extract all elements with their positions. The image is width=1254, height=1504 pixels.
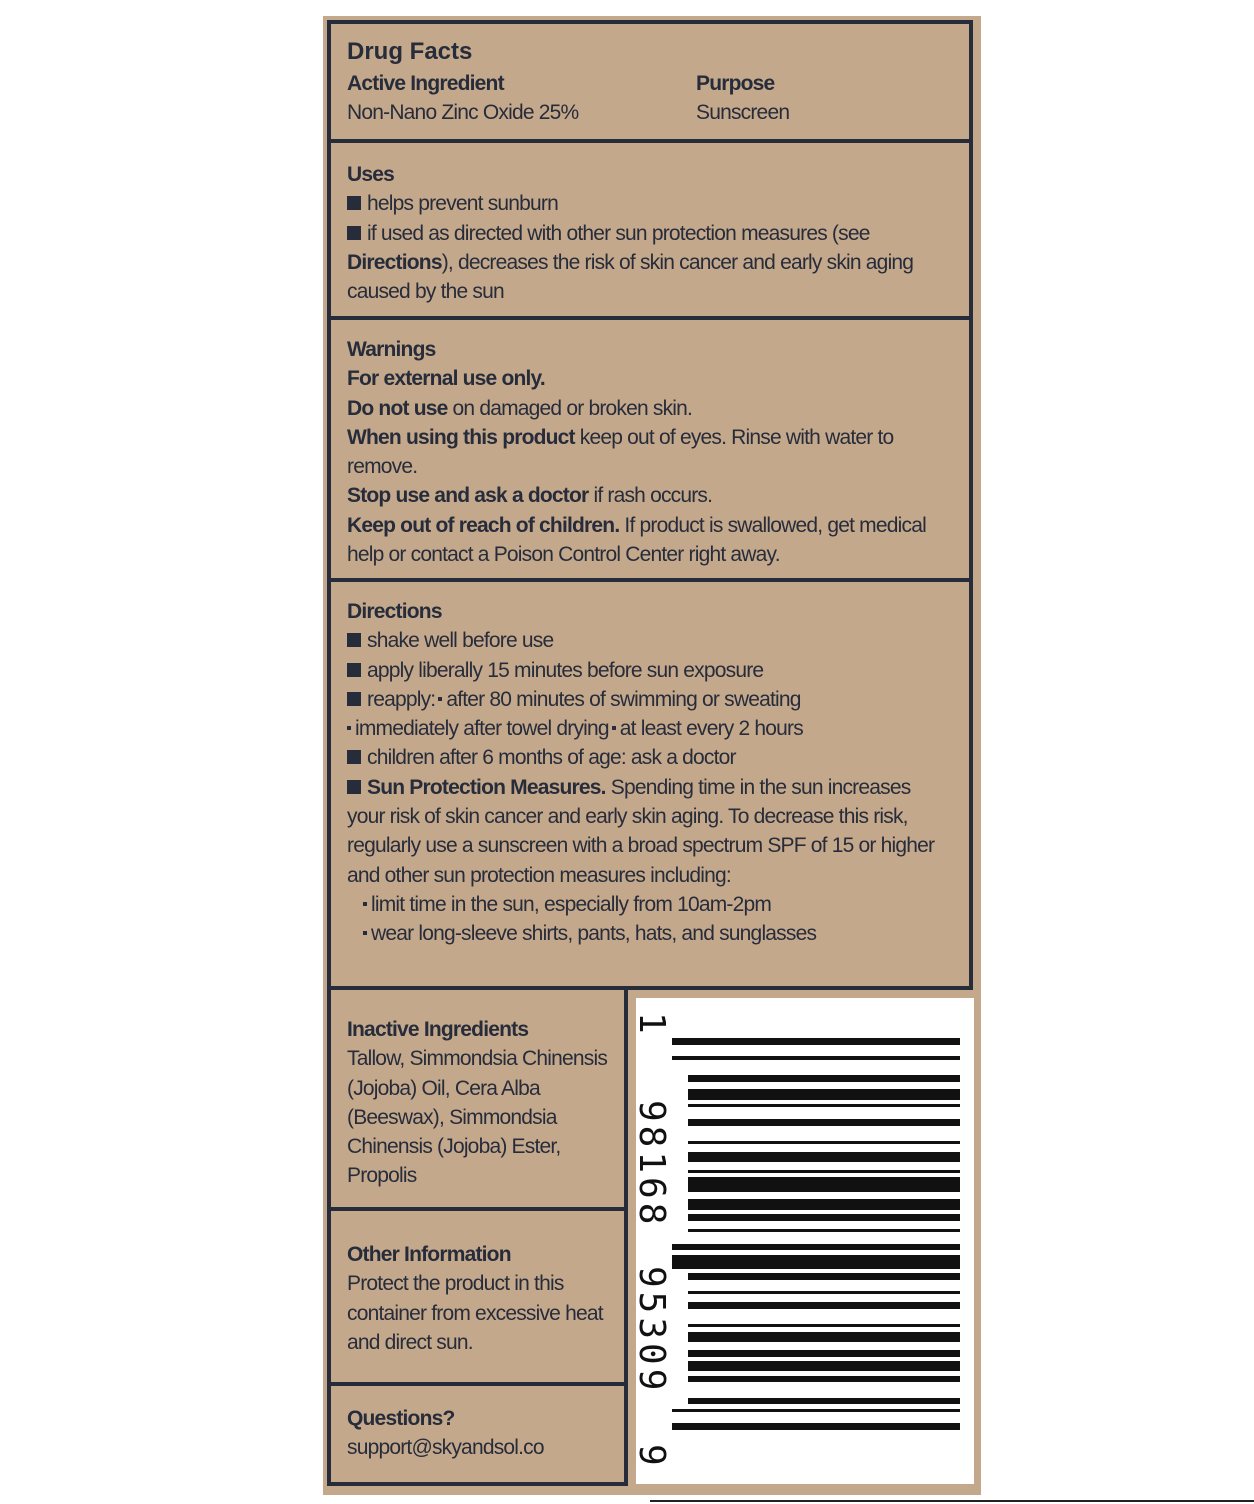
warning-external: For external use only.: [347, 367, 545, 391]
barcode-bar: [688, 1229, 960, 1232]
barcode-bar: [688, 1075, 960, 1082]
barcode-bar: [688, 1324, 960, 1327]
bullet-square-icon: [347, 750, 361, 764]
direction-subitem: limit time in the sun, especially from 10am-2pm: [347, 890, 953, 919]
barcode-bar: [688, 1214, 960, 1221]
directions-section: [327, 578, 973, 990]
purpose-value: Sunscreen: [696, 101, 790, 125]
barcode: [631, 998, 974, 1484]
barcode-bar: [688, 1376, 960, 1383]
direction-subitem: wear long-sleeve shirts, pants, hats, and sunglasses: [347, 919, 953, 948]
warnings-heading: Warnings: [347, 338, 436, 361]
barcode-digit-first: 1: [631, 1012, 672, 1038]
barcode-bars: [672, 1038, 960, 1438]
barcode-bar: [672, 1255, 960, 1269]
barcode-bar: [688, 1089, 960, 1100]
barcode-bar: [688, 1350, 960, 1357]
uses-item: if used as directed with other sun protection measures (see Directions), decreases the risk of skin cancer and early skin aging caused by the sun: [347, 221, 914, 304]
questions-heading: Questions?: [347, 1407, 455, 1430]
barcode-bar: [688, 1119, 960, 1126]
direction-item: apply liberally 15 minutes before sun exposure: [347, 656, 953, 685]
other-heading: Other Information: [347, 1243, 511, 1266]
barcode-bar: [688, 1199, 960, 1210]
warning-do-not-use: Do not use on damaged or broken skin.: [347, 396, 693, 420]
barcode-group-1: 98168: [631, 1100, 672, 1229]
warning-when-using: When using this product keep out of eyes. Rinse with water to remove.: [347, 425, 894, 479]
warnings-section: [327, 316, 973, 582]
barcode-bar: [672, 1423, 960, 1430]
barcode-bar: [672, 1056, 960, 1059]
bullet-square-icon: [347, 196, 361, 210]
uses-item: helps prevent sunburn: [347, 189, 953, 218]
barcode-bar: [688, 1141, 960, 1144]
bullet-square-icon: [347, 780, 361, 794]
inactive-text: Tallow, Simmondsia Chinensis (Jojoba) Oil, Cera Alba (Beeswax), Simmondsia Chinensis (Jojoba) Ester, Propolis: [347, 1047, 608, 1188]
questions-section: [327, 1382, 628, 1486]
active-ingredient-value: Non-Nano Zinc Oxide 25%: [347, 101, 579, 125]
purpose-label: Purpose: [696, 72, 775, 95]
bullet-square-icon: [347, 226, 361, 240]
direction-item: immediately after towel drying at least every 2 hours: [347, 714, 953, 743]
barcode-bar: [688, 1332, 960, 1343]
bullet-square-icon: [347, 692, 361, 706]
barcode-bar: [688, 1177, 960, 1191]
drug-facts-header: [327, 20, 973, 143]
divider-line: [650, 1500, 1254, 1502]
drug-facts-title: Drug Facts: [347, 38, 473, 65]
bullet-square-icon: [347, 633, 361, 647]
other-information-section: [327, 1207, 628, 1386]
other-text: Protect the product in this container from excessive heat and direct sun.: [347, 1272, 603, 1354]
barcode-bar: [688, 1104, 960, 1107]
uses-heading: Uses: [347, 163, 395, 186]
barcode-bar: [688, 1398, 960, 1405]
barcode-bar: [688, 1361, 960, 1372]
barcode-digit-last: 9: [631, 1444, 672, 1470]
direction-item: children after 6 months of age: ask a doctor: [347, 743, 953, 772]
barcode-bar: [688, 1291, 960, 1294]
barcode-bar: [688, 1170, 960, 1173]
barcode-bar: [688, 1273, 960, 1280]
barcode-bar: [672, 1244, 960, 1251]
barcode-bar: [672, 1038, 960, 1045]
inactive-ingredients-section: [327, 986, 628, 1211]
barcode-group-2: 95309: [631, 1266, 672, 1395]
uses-section: [327, 139, 973, 320]
barcode-bar: [688, 1302, 960, 1309]
bullet-square-icon: [347, 663, 361, 677]
barcode-bar: [688, 1152, 960, 1163]
direction-item: shake well before use: [347, 626, 953, 655]
direction-item: reapply: after 80 minutes of swimming or sweating: [347, 685, 953, 714]
barcode-bar: [672, 1409, 960, 1412]
direction-item: Sun Protection Measures. Spending time in the sun increases your risk of skin cancer and early skin aging. To decrease this risk, regularly use a sunscreen with a broad spectrum SPF of 15 or higher and other sun protection measures including:: [347, 775, 935, 887]
inactive-heading: Inactive Ingredients: [347, 1018, 529, 1041]
directions-heading: Directions: [347, 600, 442, 623]
warning-stop-use: Stop use and ask a doctor if rash occurs.: [347, 484, 713, 508]
active-ingredient-label: Active Ingredient: [347, 72, 504, 95]
support-email[interactable]: support@skyandsol.co: [347, 1436, 544, 1460]
warning-keep-out: Keep out of reach of children. If product is swallowed, get medical help or contact a Poison Control Center right away.: [347, 513, 926, 567]
